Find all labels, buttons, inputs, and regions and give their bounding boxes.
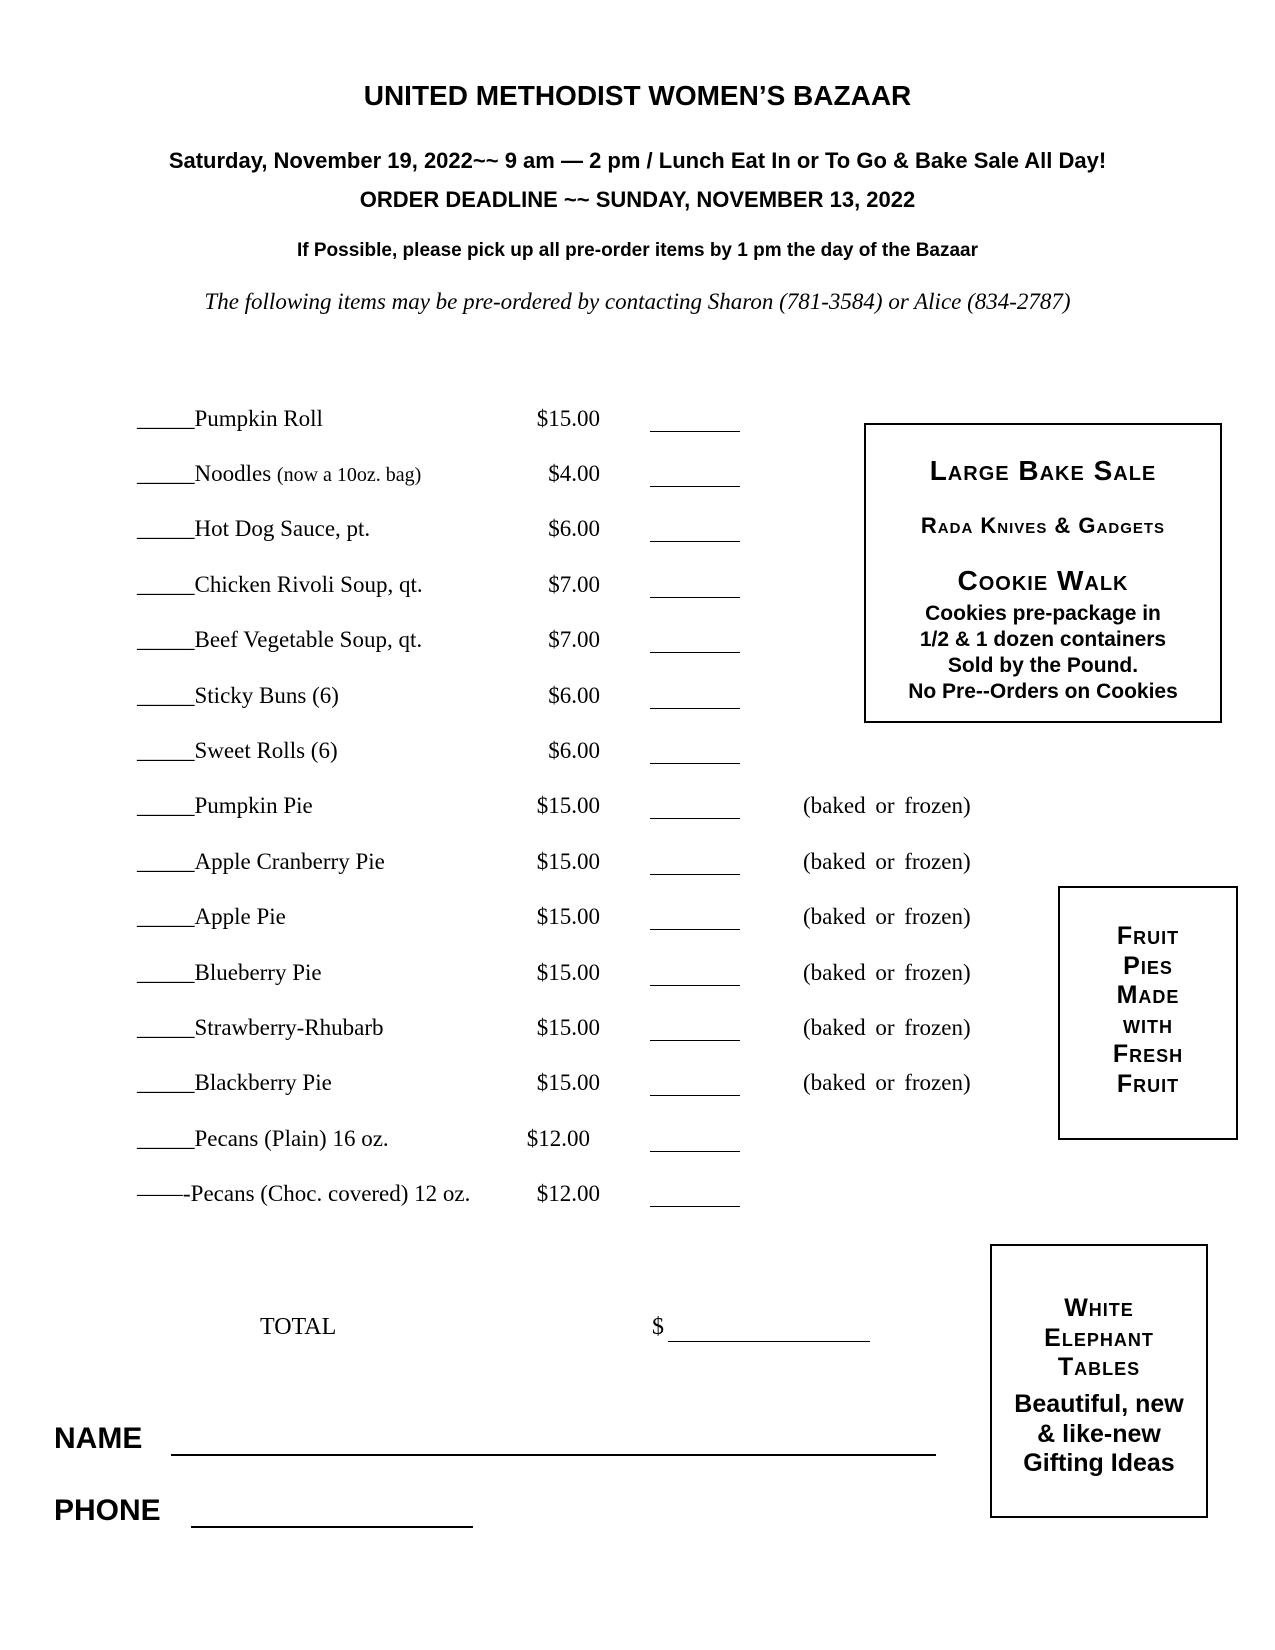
bake-sale-heading: Large Bake Sale xyxy=(929,455,1157,486)
order-item-row xyxy=(0,1181,1275,1221)
item-note: (baked or frozen) xyxy=(803,960,971,985)
item-name: _____Strawberry-Rhubarb xyxy=(137,1015,384,1040)
item-name: _____Beef Vegetable Soup, qt. xyxy=(137,627,423,652)
item-note: (baked or frozen) xyxy=(803,904,971,929)
item-price: $15.00 xyxy=(536,904,600,929)
item-price: $15.00 xyxy=(536,1070,600,1095)
fruit-pies-box xyxy=(1058,886,1238,1140)
total-label: TOTAL xyxy=(260,1314,337,1340)
item-note: (baked or frozen) xyxy=(803,849,971,874)
fruit-pies-text: Fruit Pies Made with Fresh Fruit xyxy=(1112,922,1184,1098)
quantity-blank-line[interactable] xyxy=(650,763,740,764)
quantity-blank-line[interactable] xyxy=(650,597,740,598)
order-item-row xyxy=(0,793,1275,833)
item-name: _____Hot Dog Sauce, pt. xyxy=(137,516,371,541)
item-name: _____Pecans (Plain) 16 oz. xyxy=(137,1126,389,1151)
item-note: (baked or frozen) xyxy=(803,793,971,818)
total-blank-line[interactable] xyxy=(668,1341,870,1342)
quantity-blank-line[interactable] xyxy=(650,929,740,930)
item-name: _____Pumpkin Pie xyxy=(137,793,313,818)
item-price: $7.00 xyxy=(548,627,600,652)
page-title: UNITED METHODIST WOMEN’S BAZAAR xyxy=(363,80,912,111)
quantity-blank-line[interactable] xyxy=(650,652,740,653)
rada-knives-line: Rada Knives & Gadgets xyxy=(920,513,1166,538)
name-label: NAME xyxy=(54,1422,143,1455)
item-price: $12.00 xyxy=(526,1126,590,1151)
item-name: _____Noodles (now a 10oz. bag) xyxy=(137,461,422,486)
quantity-blank-line[interactable] xyxy=(650,874,740,875)
phone-blank-line[interactable] xyxy=(191,1526,473,1528)
item-price: $15.00 xyxy=(536,406,600,431)
phone-label: PHONE xyxy=(54,1494,161,1527)
cookie-walk-heading: Cookie Walk xyxy=(957,565,1129,596)
quantity-blank-line[interactable] xyxy=(650,486,740,487)
item-note: (baked or frozen) xyxy=(803,1015,971,1040)
item-price: $6.00 xyxy=(548,738,600,763)
white-elephant-heading: White Elephant Tables xyxy=(1044,1294,1154,1381)
item-name: _____Blackberry Pie xyxy=(137,1070,332,1095)
pickup-note: If Possible, please pick up all pre-order items by 1 pm the day of the Bazaar xyxy=(296,240,979,261)
gifting-ideas-text: Beautiful, new & like-new Gifting Ideas xyxy=(1014,1390,1184,1477)
quantity-blank-line[interactable] xyxy=(650,1040,740,1041)
quantity-blank-line[interactable] xyxy=(650,1151,740,1152)
item-name: _____Blueberry Pie xyxy=(137,960,322,985)
item-note: (baked or frozen) xyxy=(803,1070,971,1095)
quantity-blank-line[interactable] xyxy=(650,541,740,542)
quantity-blank-line[interactable] xyxy=(650,1206,740,1207)
bake-sale-box xyxy=(864,423,1222,723)
item-price: $15.00 xyxy=(536,1015,600,1040)
item-name: ——-Pecans (Choc. covered) 12 oz. xyxy=(137,1181,471,1206)
event-date-line: Saturday, November 19, 2022~~ 9 am — 2 pm / Lunch Eat In or To Go & Bake Sale All Day! xyxy=(168,148,1107,173)
quantity-blank-line[interactable] xyxy=(650,818,740,819)
item-price: $6.00 xyxy=(548,516,600,541)
quantity-blank-line[interactable] xyxy=(650,1095,740,1096)
item-price: $15.00 xyxy=(536,793,600,818)
contact-line: The following items may be pre-ordered by contacting Sharon (781-3584) or Alice (834-2787) xyxy=(204,289,1071,314)
order-item-row xyxy=(0,738,1275,778)
item-name-detail: (now a 10oz. bag) xyxy=(276,464,422,486)
quantity-blank-line[interactable] xyxy=(650,431,740,432)
name-blank-line[interactable] xyxy=(171,1454,936,1456)
white-elephant-box xyxy=(990,1244,1208,1518)
item-name: _____Chicken Rivoli Soup, qt. xyxy=(137,572,423,597)
item-name: _____Sticky Buns (6) xyxy=(137,683,339,708)
item-price: $12.00 xyxy=(536,1181,600,1206)
item-name: _____Pumpkin Roll xyxy=(137,406,323,431)
item-price: $15.00 xyxy=(536,960,600,985)
item-price: $4.00 xyxy=(548,461,600,486)
item-price: $7.00 xyxy=(548,572,600,597)
order-deadline: ORDER DEADLINE ~~ SUNDAY, NOVEMBER 13, 2022 xyxy=(359,187,916,212)
quantity-blank-line[interactable] xyxy=(650,708,740,709)
item-name: _____Sweet Rolls (6) xyxy=(137,738,338,763)
item-name: _____Apple Cranberry Pie xyxy=(137,849,385,874)
item-price: $6.00 xyxy=(548,683,600,708)
quantity-blank-line[interactable] xyxy=(650,985,740,986)
order-item-row xyxy=(0,849,1275,889)
item-price: $15.00 xyxy=(536,849,600,874)
item-name: _____Apple Pie xyxy=(137,904,286,929)
total-dollar-sign: $ xyxy=(652,1314,664,1340)
cookie-details: Cookies pre-package in 1/2 & 1 dozen containers Sold by the Pound. No Pre--Orders on Cookies xyxy=(908,602,1178,703)
